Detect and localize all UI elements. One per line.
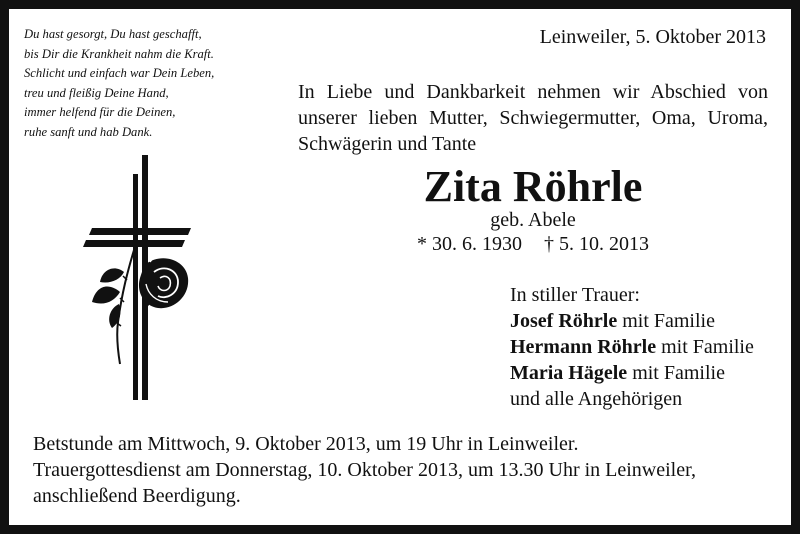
service-line: Trauergottesdienst am Donnerstag, 10. Oktober 2013, um 13.30 Uhr in Leinweiler, xyxy=(33,459,696,481)
poem-line: treu und fleißig Deine Hand, xyxy=(24,85,169,100)
service-line: anschließend Beerdigung. xyxy=(33,485,241,507)
service-line: Betstunde am Mittwoch, 9. Oktober 2013, um 19 Uhr in Leinweiler. xyxy=(33,433,579,455)
mourner-name: Josef Röhrle xyxy=(510,310,618,332)
memorial-poem xyxy=(24,25,294,143)
farewell-text xyxy=(298,79,768,157)
mourners-closing: und alle Angehörigen xyxy=(510,388,683,410)
mourner-entry xyxy=(510,334,770,360)
poem-line: Du hast gesorgt, Du hast geschafft, xyxy=(24,27,202,41)
mourner-entry xyxy=(510,360,770,386)
mourner-suffix: mit Familie xyxy=(656,336,754,358)
farewell-line: unserer lieben Mutter, Schwiegermutter, Oma, Uroma, xyxy=(298,107,768,129)
farewell-line: Schwägerin und Tante xyxy=(298,133,477,155)
life-dates xyxy=(298,232,768,256)
cross-with-rose-icon xyxy=(80,152,210,404)
farewell-line: In Liebe und Dankbarkeit nehmen wir Abschied von xyxy=(298,81,768,103)
birth-date: * 30. 6. 1930 xyxy=(417,233,522,255)
death-date: † 5. 10. 2013 xyxy=(544,233,649,255)
place-and-date: Leinweiler, 5. Oktober 2013 xyxy=(539,26,766,48)
poem-line: bis Dir die Krankheit nahm die Kraft. xyxy=(24,46,214,61)
mourners-intro: In stiller Trauer: xyxy=(510,284,640,306)
mourner-suffix: mit Familie xyxy=(617,310,715,332)
poem-line: immer helfend für die Deinen, xyxy=(24,105,176,120)
mourner-name: Maria Hägele xyxy=(510,362,628,384)
deceased-name: Zita Röhrle xyxy=(423,162,643,211)
mourner-entry xyxy=(510,308,770,334)
mourners-list xyxy=(510,282,770,412)
poem-line: ruhe sanft und hab Dank. xyxy=(24,124,153,139)
mourner-name: Hermann Röhrle xyxy=(510,336,657,358)
mourner-suffix: mit Familie xyxy=(627,362,725,384)
service-details xyxy=(33,431,773,509)
poem-line: Schlicht und einfach war Dein Leben, xyxy=(24,66,215,81)
maiden-name: geb. Abele xyxy=(490,209,576,231)
